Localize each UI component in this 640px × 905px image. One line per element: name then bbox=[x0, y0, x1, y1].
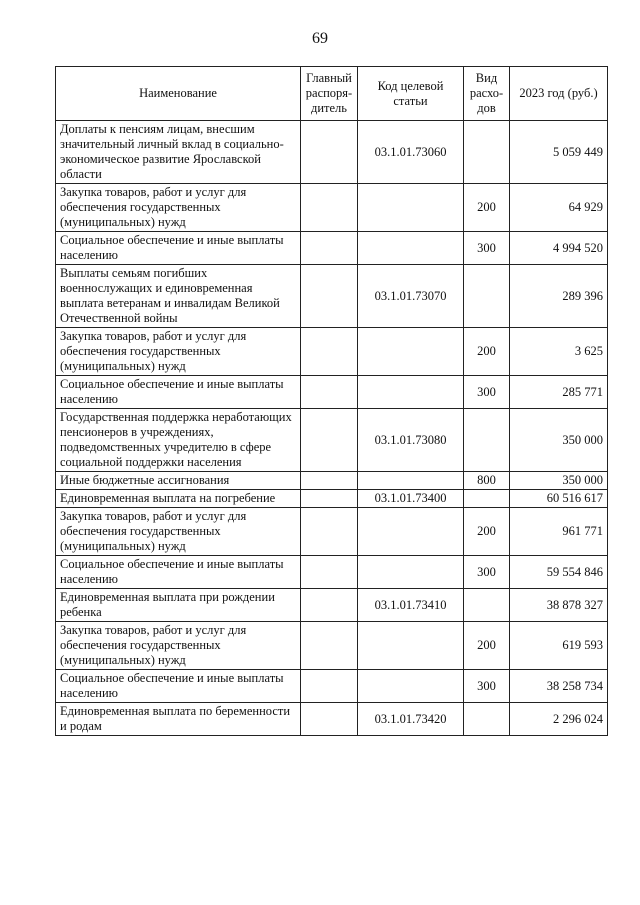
cell-kind bbox=[464, 409, 510, 472]
cell-amount: 38 878 327 bbox=[510, 589, 608, 622]
table-row bbox=[56, 184, 608, 232]
cell-amount: 350 000 bbox=[510, 409, 608, 472]
cell-kind bbox=[464, 121, 510, 184]
cell-code bbox=[358, 184, 464, 232]
cell-name: Доплаты к пенсиям лицам, внесшим значительный личный вклад в социально-экономическое развитие Ярославской области bbox=[56, 121, 301, 184]
cell-amount: 59 554 846 bbox=[510, 556, 608, 589]
cell-amount: 4 994 520 bbox=[510, 232, 608, 265]
cell-code bbox=[358, 670, 464, 703]
cell-admin bbox=[301, 508, 358, 556]
header-amount: 2023 год (руб.) bbox=[510, 67, 608, 121]
budget-table bbox=[55, 66, 608, 736]
cell-admin bbox=[301, 232, 358, 265]
cell-amount: 285 771 bbox=[510, 376, 608, 409]
cell-code bbox=[358, 622, 464, 670]
cell-kind: 300 bbox=[464, 670, 510, 703]
cell-amount: 3 625 bbox=[510, 328, 608, 376]
cell-admin bbox=[301, 328, 358, 376]
table-row bbox=[56, 472, 608, 490]
table-row bbox=[56, 622, 608, 670]
cell-code: 03.1.01.73410 bbox=[358, 589, 464, 622]
header-code: Код целевой статьи bbox=[358, 67, 464, 121]
cell-name: Выплаты семьям погибших военнослужащих и единовременная выплата ветеранам и инвалидам Великой Отечественной войны bbox=[56, 265, 301, 328]
cell-name: Единовременная выплата по беременности и родам bbox=[56, 703, 301, 736]
table-row bbox=[56, 328, 608, 376]
cell-kind bbox=[464, 265, 510, 328]
cell-name: Социальное обеспечение и иные выплаты населению bbox=[56, 670, 301, 703]
cell-code: 03.1.01.73080 bbox=[358, 409, 464, 472]
table-row bbox=[56, 232, 608, 265]
cell-name: Закупка товаров, работ и услуг для обеспечения государственных (муниципальных) нужд bbox=[56, 328, 301, 376]
cell-name: Иные бюджетные ассигнования bbox=[56, 472, 301, 490]
cell-admin bbox=[301, 490, 358, 508]
cell-code bbox=[358, 328, 464, 376]
header-admin: Главный распоря-дитель bbox=[301, 67, 358, 121]
cell-code bbox=[358, 556, 464, 589]
cell-code bbox=[358, 232, 464, 265]
cell-kind bbox=[464, 490, 510, 508]
cell-admin bbox=[301, 622, 358, 670]
cell-admin bbox=[301, 703, 358, 736]
cell-kind bbox=[464, 703, 510, 736]
cell-name: Государственная поддержка неработающих пенсионеров в учреждениях, подведомственных учредителю в сфере социальной поддержки населения bbox=[56, 409, 301, 472]
cell-amount: 5 059 449 bbox=[510, 121, 608, 184]
cell-amount: 961 771 bbox=[510, 508, 608, 556]
cell-kind: 300 bbox=[464, 232, 510, 265]
cell-name: Единовременная выплата при рождении ребенка bbox=[56, 589, 301, 622]
cell-admin bbox=[301, 670, 358, 703]
cell-amount: 38 258 734 bbox=[510, 670, 608, 703]
cell-code bbox=[358, 376, 464, 409]
table-row bbox=[56, 508, 608, 556]
cell-kind bbox=[464, 589, 510, 622]
table-row bbox=[56, 589, 608, 622]
cell-admin bbox=[301, 589, 358, 622]
header-name: Наименование bbox=[56, 67, 301, 121]
table-body bbox=[56, 121, 608, 736]
header-kind: Вид расхо-дов bbox=[464, 67, 510, 121]
cell-amount: 619 593 bbox=[510, 622, 608, 670]
cell-amount: 2 296 024 bbox=[510, 703, 608, 736]
cell-admin bbox=[301, 472, 358, 490]
cell-code bbox=[358, 508, 464, 556]
cell-code: 03.1.01.73070 bbox=[358, 265, 464, 328]
cell-amount: 64 929 bbox=[510, 184, 608, 232]
page-number: 69 bbox=[312, 30, 328, 47]
cell-admin bbox=[301, 556, 358, 589]
cell-kind: 300 bbox=[464, 556, 510, 589]
table-row bbox=[56, 703, 608, 736]
cell-code: 03.1.01.73400 bbox=[358, 490, 464, 508]
table-row bbox=[56, 121, 608, 184]
table-row bbox=[56, 409, 608, 472]
cell-amount: 60 516 617 bbox=[510, 490, 608, 508]
table-row bbox=[56, 556, 608, 589]
cell-admin bbox=[301, 376, 358, 409]
cell-amount: 289 396 bbox=[510, 265, 608, 328]
cell-kind: 800 bbox=[464, 472, 510, 490]
cell-kind: 200 bbox=[464, 508, 510, 556]
cell-kind: 200 bbox=[464, 184, 510, 232]
table-row bbox=[56, 265, 608, 328]
cell-name: Единовременная выплата на погребение bbox=[56, 490, 301, 508]
cell-name: Социальное обеспечение и иные выплаты населению bbox=[56, 556, 301, 589]
cell-name: Социальное обеспечение и иные выплаты населению bbox=[56, 376, 301, 409]
cell-name: Закупка товаров, работ и услуг для обеспечения государственных (муниципальных) нужд bbox=[56, 622, 301, 670]
cell-admin bbox=[301, 121, 358, 184]
cell-name: Закупка товаров, работ и услуг для обеспечения государственных (муниципальных) нужд bbox=[56, 184, 301, 232]
cell-code bbox=[358, 472, 464, 490]
cell-amount: 350 000 bbox=[510, 472, 608, 490]
cell-admin bbox=[301, 409, 358, 472]
cell-kind: 200 bbox=[464, 622, 510, 670]
cell-name: Социальное обеспечение и иные выплаты населению bbox=[56, 232, 301, 265]
table-row bbox=[56, 490, 608, 508]
cell-kind: 200 bbox=[464, 328, 510, 376]
table-row bbox=[56, 670, 608, 703]
cell-name: Закупка товаров, работ и услуг для обеспечения государственных (муниципальных) нужд bbox=[56, 508, 301, 556]
cell-code: 03.1.01.73420 bbox=[358, 703, 464, 736]
cell-kind: 300 bbox=[464, 376, 510, 409]
table-row bbox=[56, 376, 608, 409]
cell-code: 03.1.01.73060 bbox=[358, 121, 464, 184]
table-header-row bbox=[56, 67, 608, 121]
cell-admin bbox=[301, 265, 358, 328]
cell-admin bbox=[301, 184, 358, 232]
